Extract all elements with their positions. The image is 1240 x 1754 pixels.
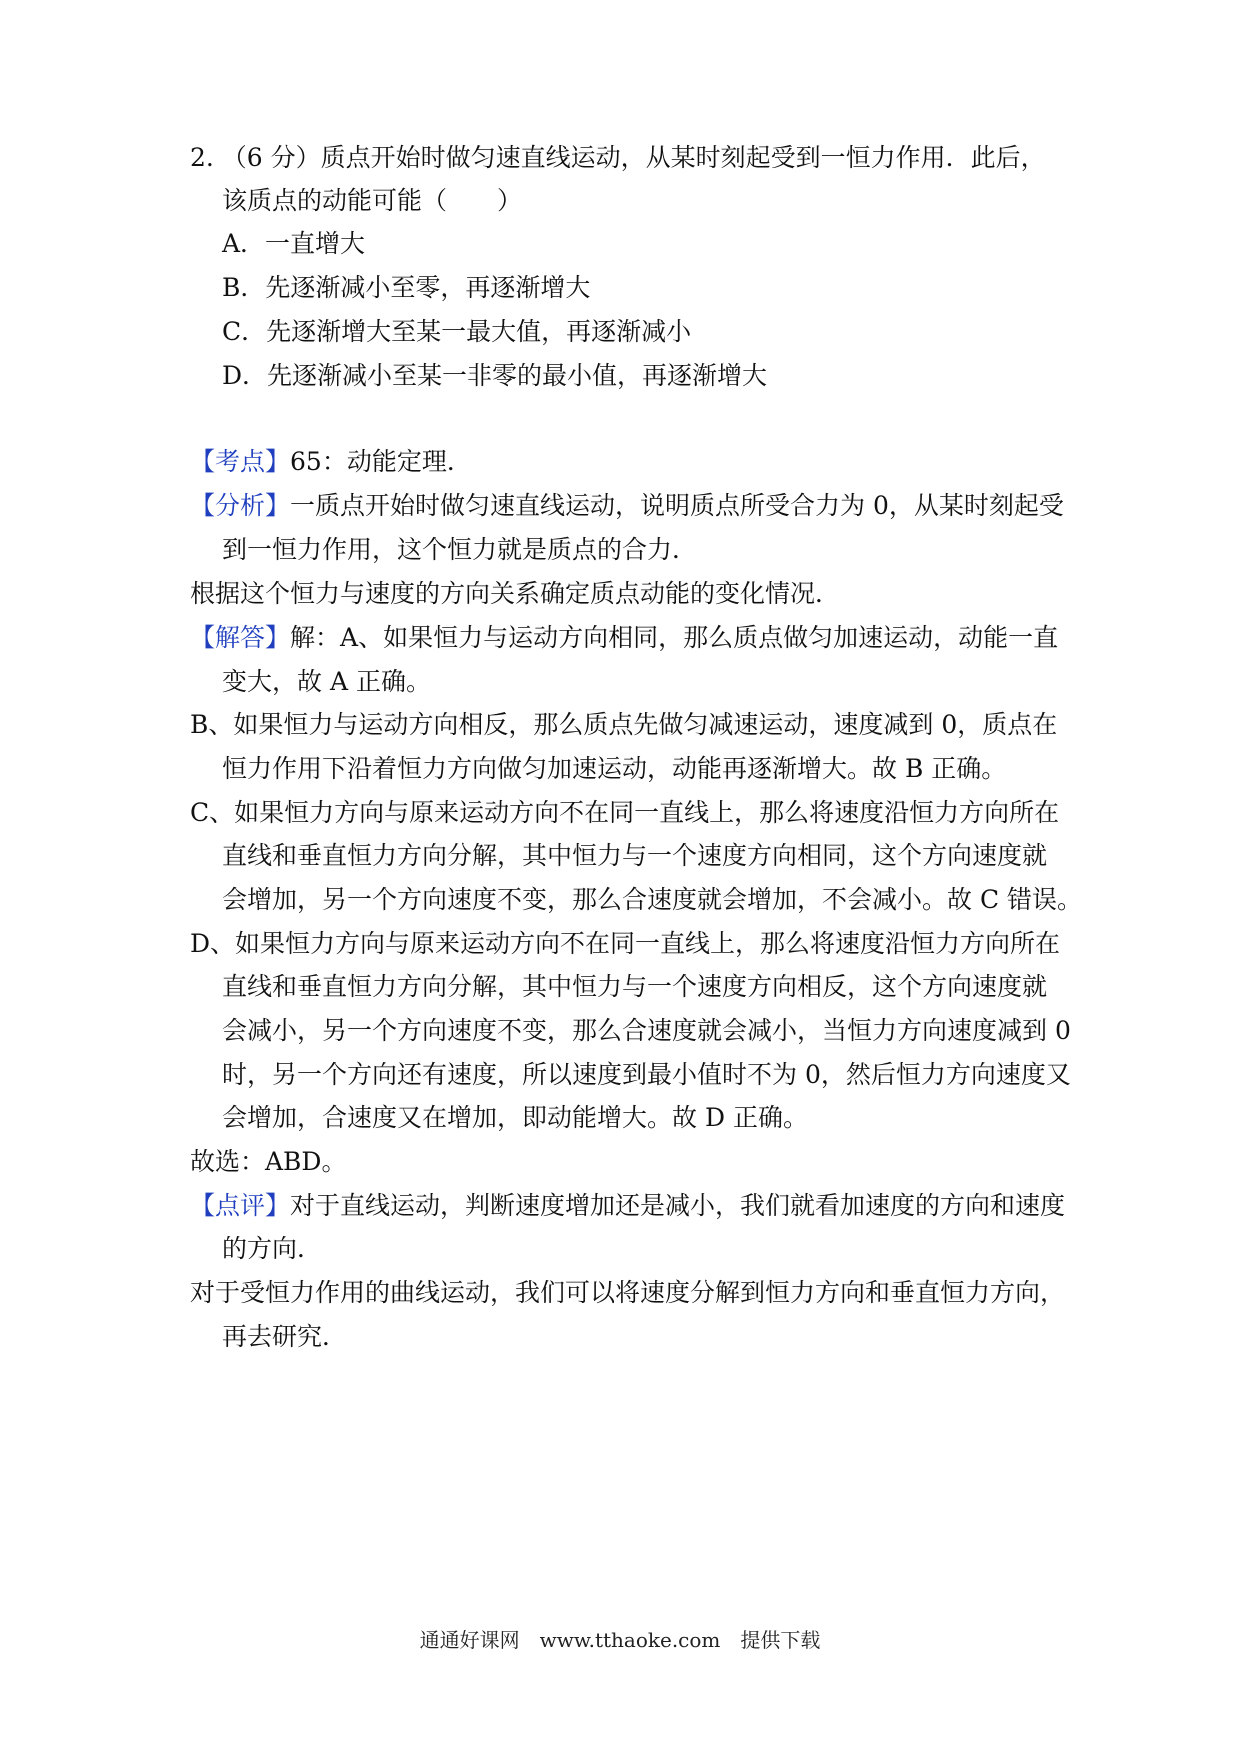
- jieda-d-line-5: 会增加，合速度又在增加，即动能增大。故 D 正确。: [222, 1103, 808, 1132]
- fenxi-line-1: 一质点开始时做匀速直线运动，说明质点所受合力为 0，从某时刻起受: [290, 491, 1064, 520]
- jieda-d-line-2: 直线和垂直恒力方向分解，其中恒力与一个速度方向相反，这个方向速度就: [222, 972, 1048, 1001]
- dianping-section: [190, 1190, 1065, 1222]
- jieda-c-line-2: 直线和垂直恒力方向分解，其中恒力与一个速度方向相同，这个方向速度就: [222, 841, 1048, 870]
- option-a: A．一直增大: [222, 229, 366, 258]
- question-stem-line-1: 2. （6 分）质点开始时做匀速直线运动，从某时刻起受到一恒力作用．此后，: [190, 143, 1046, 172]
- dianping-line-4: 再去研究．: [222, 1322, 348, 1351]
- jieda-b-line-1: B、如果恒力与运动方向相反，那么质点先做匀减速运动，速度减到 0，质点在: [190, 710, 1058, 739]
- kaodian-text: 65：动能定理．: [290, 447, 472, 476]
- kaodian-tag: 【考点】: [190, 447, 291, 476]
- jieda-d-line-4: 时，另一个方向还有速度，所以速度到最小值时不为 0，然后恒力方向速度又: [222, 1060, 1071, 1089]
- page-footer: 通通好课网 www.tthaoke.com 提供下载: [419, 1628, 821, 1652]
- jieda-c-line-3: 会增加，另一个方向速度不变，那么合速度就会增加，不会减小。故 C 错误。: [222, 885, 1083, 914]
- kaodian-section: [190, 446, 472, 478]
- jieda-d-line-3: 会减小，另一个方向速度不变，那么合速度就会减小，当恒力方向速度减到 0: [222, 1016, 1071, 1045]
- jieda-a-line-2: 变大，故 A 正确。: [222, 667, 431, 696]
- option-d: D．先逐渐减小至某一非零的最小值，再逐渐增大: [222, 361, 768, 390]
- dianping-tag: 【点评】: [190, 1191, 291, 1220]
- dianping-line-2: 的方向．: [222, 1234, 323, 1263]
- option-b: B．先逐渐减小至零，再逐渐增大: [222, 273, 591, 302]
- dianping-line-3: 对于受恒力作用的曲线运动，我们可以将速度分解到恒力方向和垂直恒力方向，: [190, 1278, 1066, 1307]
- option-c: C．先逐渐增大至某一最大值，再逐渐减小: [222, 317, 692, 346]
- jieda-d-line-1: D、如果恒力方向与原来运动方向不在同一直线上，那么将速度沿恒力方向所在: [190, 929, 1061, 958]
- fenxi-line-3: 根据这个恒力与速度的方向关系确定质点动能的变化情况．: [190, 579, 841, 608]
- fenxi-line-2: 到一恒力作用，这个恒力就是质点的合力．: [222, 535, 698, 564]
- answer-line: 故选：ABD。: [190, 1147, 347, 1176]
- fenxi-tag: 【分析】: [190, 491, 291, 520]
- jieda-b-line-2: 恒力作用下沿着恒力方向做匀加速运动，动能再逐渐增大。故 B 正确。: [222, 754, 1007, 783]
- dianping-line-1: 对于直线运动，判断速度增加还是减小，我们就看加速度的方向和速度: [290, 1191, 1066, 1220]
- jieda-section: [190, 622, 1058, 654]
- jieda-c-line-1: C、如果恒力方向与原来运动方向不在同一直线上，那么将速度沿恒力方向所在: [190, 798, 1060, 827]
- jieda-a-line-1: 解：A、如果恒力与运动方向相同，那么质点做匀加速运动，动能一直: [290, 623, 1059, 652]
- jieda-tag: 【解答】: [190, 623, 291, 652]
- question-stem-line-2: 该质点的动能可能（ ）: [222, 186, 523, 215]
- fenxi-section: [190, 490, 1064, 522]
